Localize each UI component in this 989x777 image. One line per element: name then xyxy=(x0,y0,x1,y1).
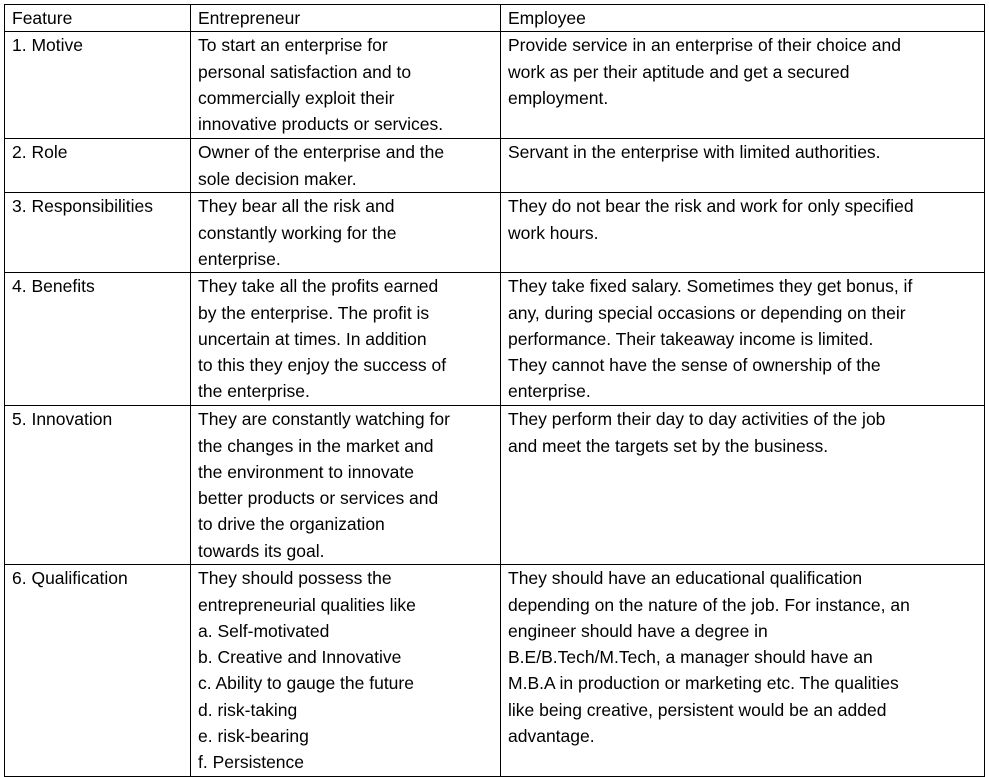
feature-cell: 2. Role xyxy=(5,139,191,193)
feature-cell: 4. Benefits xyxy=(5,273,191,406)
entrepreneur-cell: They take all the profits earned by the enterprise. The profit is uncertain at times. In addition to this they enjoy the success of the enterprise. xyxy=(191,273,501,406)
feature-cell: 3. Responsibilities xyxy=(5,193,191,273)
employee-cell: They take fixed salary. Sometimes they get bonus, if any, during special occasions or depending on their performance. Their takeaway income is limited. They cannot have the sense of ownership of the enterprise. xyxy=(501,273,985,406)
feature-cell: 1. Motive xyxy=(5,32,191,139)
employee-cell: Provide service in an enterprise of their choice and work as per their aptitude and get a secured employment. xyxy=(501,32,985,139)
employee-cell: Servant in the enterprise with limited authorities. xyxy=(501,139,985,193)
header-feature: Feature xyxy=(5,5,191,32)
entrepreneur-cell: To start an enterprise for personal satisfaction and to commercially exploit their innovative products or services. xyxy=(191,32,501,139)
feature-cell: 5. Innovation xyxy=(5,406,191,565)
entrepreneur-cell: Owner of the enterprise and the sole decision maker. xyxy=(191,139,501,193)
table-row xyxy=(5,273,985,406)
entrepreneur-cell: They bear all the risk and constantly working for the enterprise. xyxy=(191,193,501,273)
table-row xyxy=(5,32,985,139)
header-employee: Employee xyxy=(501,5,985,32)
table-row xyxy=(5,565,985,776)
employee-cell: They perform their day to day activities of the job and meet the targets set by the business. xyxy=(501,406,985,565)
entrepreneur-cell: They are constantly watching for the changes in the market and the environment to innovate better products or services and to drive the organization towards its goal. xyxy=(191,406,501,565)
employee-cell: They do not bear the risk and work for only specified work hours. xyxy=(501,193,985,273)
employee-cell: They should have an educational qualification depending on the nature of the job. For instance, an engineer should have a degree in B.E/B.Tech/M.Tech, a manager should have an M.B.A in production or marketing etc. The qualities like being creative, persistent would be an added advantage. xyxy=(501,565,985,776)
header-row xyxy=(5,5,985,32)
table-row xyxy=(5,193,985,273)
table-row xyxy=(5,406,985,565)
table-row xyxy=(5,139,985,193)
feature-cell: 6. Qualification xyxy=(5,565,191,776)
comparison-table xyxy=(4,4,985,777)
entrepreneur-cell: They should possess the entrepreneurial qualities like a. Self-motivated b. Creative and Innovative c. Ability to gauge the future d. risk-taking e. risk-bearing f. Persistence xyxy=(191,565,501,776)
header-entrepreneur: Entrepreneur xyxy=(191,5,501,32)
